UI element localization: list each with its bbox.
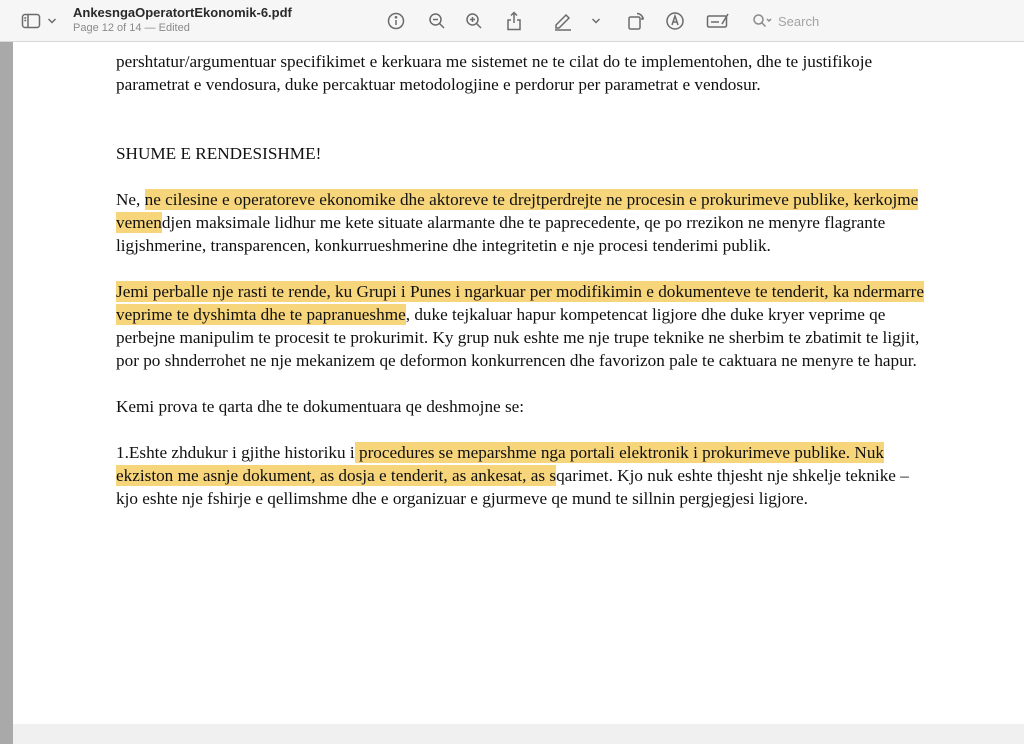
paragraph: Jemi perballe nje rasti te rende, ku Grupi i Punes i ngarkuar per modifikimin e dokumenteve te tenderit, ka ndermarre veprime te dyshimta dhe te papranueshme, duke tejkaluar hapur kompetencat ligjore dhe duke kryer veprime qe perbejne manipulim te procesit te prokurimit. Ky grup nuk eshte me nje trupe teknike ne sherbim te zbatimit te ligjit, por po shnderrohet ne nje mekanizem qe deformon konkurrencen dhe favorizon pale te caktuara ne menyre te hapur. [116,282,925,370]
chevron-down-icon [47,17,57,25]
share-icon [506,11,522,31]
markup-button[interactable] [551,9,575,33]
page-text [116,50,931,510]
info-button[interactable] [384,9,408,33]
sidebar-menu-button[interactable] [45,9,59,33]
sidebar-edge [0,42,13,744]
markup-menu-button[interactable] [589,9,603,33]
search-placeholder: Search [778,13,820,29]
page-bottom-edge [13,724,1024,744]
form-fill-icon [706,12,730,30]
info-icon [387,12,405,30]
zoom-in-button[interactable] [462,9,486,33]
chevron-down-icon [591,17,601,25]
rotate-icon [626,11,646,31]
zoom-in-icon [465,12,483,30]
zoom-out-icon [428,12,446,30]
zoom-out-button[interactable] [425,9,449,33]
highlight[interactable]: procedures se meparshme nga portali elektronik i prokurimeve publike. Nuk ekziston me asnje dokument, as dosja e tenderit, as ankesat, as s [116,443,885,485]
sidebar-toggle-button[interactable] [20,9,42,33]
annotate-button[interactable] [663,9,687,33]
pdf-page [13,42,1024,724]
heading: SHUME E RENDESISHME! [116,144,322,163]
annotate-icon [665,11,685,31]
rotate-button[interactable] [624,9,648,33]
paragraph: 1.Eshte zhdukur i gjithe historiku i procedures se meparshme nga portali elektronik i prokurimeve publike. Nuk ekziston me asnje dokument, as dosja e tenderit, as ankesat, as sqarimet. Kjo nuk eshte thjesht nje shkelje teknike – kjo eshte nje fshirje e qellimshme dhe e organizuar e gjurmeve qe mund te sillnin pergjegjesi ligjore. [116,443,909,508]
toolbar [0,0,1024,42]
paragraph: Kemi prova te qarta dhe te dokumentuara qe deshmojne se: [116,397,525,416]
document-title: AnkesngaOperatortEkonomik-6.pdf [73,5,292,20]
highlight[interactable]: ne cilesine e operatoreve ekonomike dhe aktoreve te drejtperdrejte ne procesin e prokurimeve publike, kerkojme vemen [116,190,919,232]
paragraph: pershtatur/argumentuar specifikimet e kerkuara me sistemet ne te cilat do te implementohen, dhe te justifikoje parametrat e vendosura, duke percaktuar metodologjine e perdorur per parametrat e vendosur. [116,52,873,94]
page-status: Page 12 of 14 — Edited [73,22,190,34]
search-field[interactable] [748,9,908,33]
search-icon [752,13,774,29]
highlight[interactable]: Jemi perballe nje rasti te rende, ku Grupi i Punes i ngarkuar per modifikimin e dokumenteve te tenderit, ka ndermarre veprime te dyshimta dhe te papranueshme [116,282,925,324]
share-button[interactable] [502,9,526,33]
form-fill-button[interactable] [705,9,731,33]
sidebar-icon [21,13,41,29]
paragraph: Ne, ne cilesine e operatoreve ekonomike dhe aktoreve te drejtperdrejte ne procesin e prokurimeve publike, kerkojme vemendjen maksimale lidhur me kete situate alarmante dhe te paprecedente, qe po rrezikon ne menyre flagrante ligjshmerine, transparencen, konkurrueshmerine dhe integritetin e nje procesi tenderimi publik. [116,190,919,255]
markup-pen-icon [553,11,573,31]
